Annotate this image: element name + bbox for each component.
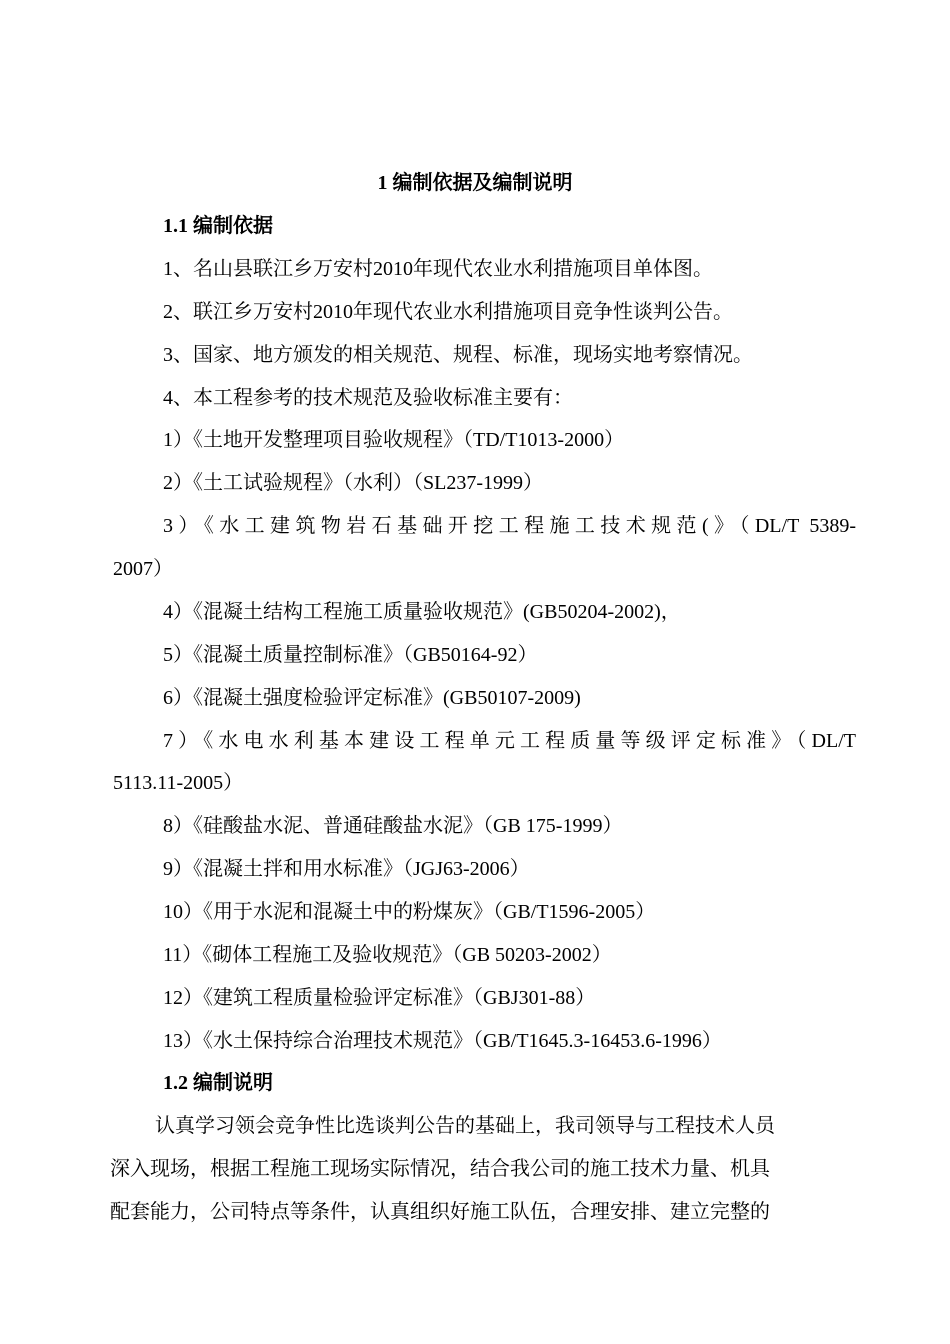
standard-item: 12）《建筑工程质量检验评定标准》（GBJ301-88） [163,987,596,1009]
section-heading-description: 1.2 编制说明 [163,1072,273,1094]
basis-item: 3、国家、地方颁发的相关规范、规程、标准，现场实地考察情况。 [163,344,753,366]
standard-item: 1）《土地开发整理项目验收规程》（TD/T1013-2000） [163,429,625,451]
standard-item: 4）《混凝土结构工程施工质量验收规范》(GB50204-2002)， [163,601,681,623]
standard-item: 7）《水电水利基本建设工程单元工程质量等级评定标准》（DL/T [163,730,856,752]
description-line: 深入现场，根据工程施工现场实际情况，结合我公司的施工技术力量、机具 [110,1158,770,1180]
basis-item: 2、联江乡万安村2010年现代农业水利措施项目竞争性谈判公告。 [163,301,733,323]
chapter-heading: 1 编制依据及编制说明 [377,172,573,194]
section-heading-basis: 1.1 编制依据 [163,215,273,237]
standard-item: 11）《砌体工程施工及验收规范》（GB 50203-2002） [163,944,612,966]
standard-item: 8）《硅酸盐水泥、普通硅酸盐水泥》（GB 175-1999） [163,815,623,837]
standard-item: 3）《水工建筑物岩石基础开挖工程施工技术规范(》（DL/T 5389- [163,515,856,537]
standard-item: 2）《土工试验规程》（水利）（SL237-1999） [163,472,543,494]
description-line: 配套能力，公司特点等条件，认真组织好施工队伍，合理安排、建立完整的 [110,1201,770,1223]
standard-item: 5）《混凝土质量控制标准》（GB50164-92） [163,644,538,666]
standard-item-continuation: 2007） [113,558,173,580]
basis-item: 4、本工程参考的技术规范及验收标准主要有： [163,387,573,409]
standard-item: 13）《水土保持综合治理技术规范》（GB/T1645.3-16453.6-1996） [163,1030,722,1052]
basis-item: 1、名山县联江乡万安村2010年现代农业水利措施项目单体图。 [163,258,713,280]
description-line: 认真学习领会竞争性比选谈判公告的基础上，我司领导与工程技术人员 [155,1115,775,1137]
standard-item: 6）《混凝土强度检验评定标准》(GB50107-2009) [163,687,581,709]
standard-item-continuation: 5113.11-2005） [113,772,244,794]
standard-item: 9）《混凝土拌和用水标准》（JGJ63-2006） [163,858,530,880]
standard-item: 10）《用于水泥和混凝土中的粉煤灰》（GB/T1596-2005） [163,901,656,923]
